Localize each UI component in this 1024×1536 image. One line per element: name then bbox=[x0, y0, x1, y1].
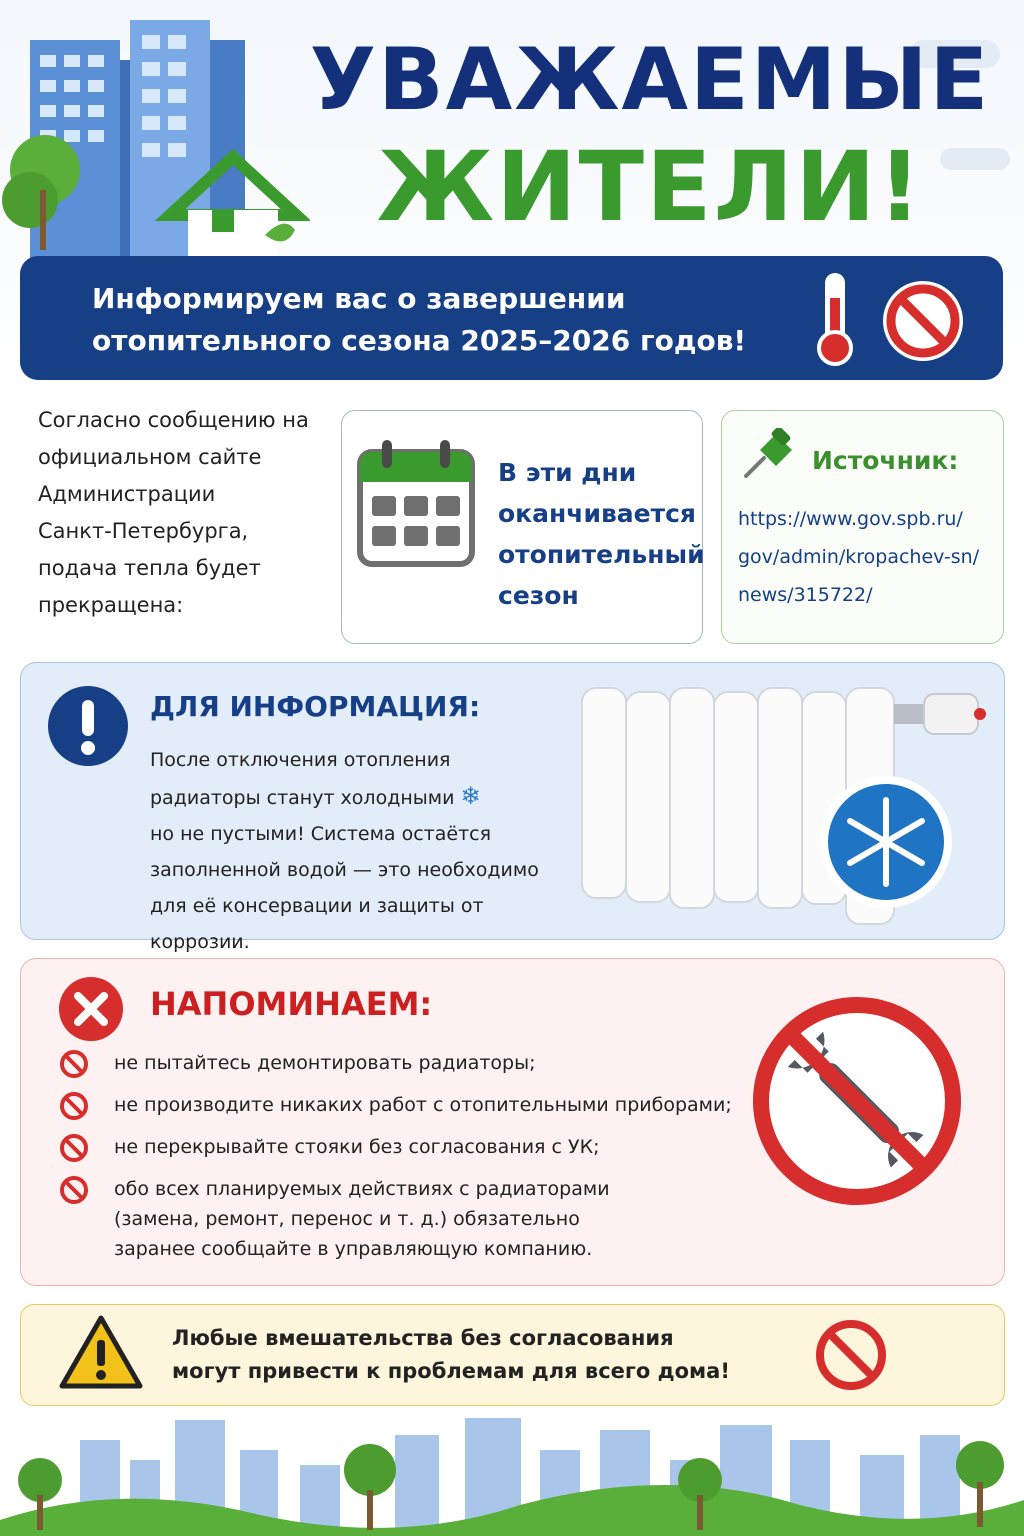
info-line: для её консервации и защиты от коррозии. bbox=[150, 895, 484, 953]
source-link-line[interactable]: news/315722/ bbox=[738, 584, 873, 606]
snowflake-icon: ❄ bbox=[460, 782, 481, 810]
prohibited-icon bbox=[58, 1090, 90, 1122]
calendar-card-line: отопительный bbox=[498, 540, 705, 569]
banner-line1: Информируем вас о завершении bbox=[92, 282, 626, 315]
calendar-card-line: оканчивается bbox=[498, 499, 696, 528]
banner-text bbox=[92, 278, 792, 362]
prohibited-icon bbox=[814, 1318, 888, 1392]
banner-line2: отопительного сезона 2025–2026 годов! bbox=[92, 324, 747, 357]
calendar-card-text bbox=[498, 452, 705, 616]
radiator-illustration bbox=[578, 682, 998, 934]
alert-line: могут привести к проблемам для всего дома! bbox=[172, 1359, 730, 1383]
source-link[interactable] bbox=[738, 500, 998, 614]
intro-line: Администрации bbox=[38, 482, 216, 506]
prohibited-icon bbox=[58, 1174, 90, 1206]
prohibited-icon bbox=[58, 1048, 90, 1080]
calendar-card-line: В эти дни bbox=[498, 458, 637, 487]
alert-text bbox=[172, 1322, 792, 1388]
info-heading: ДЛЯ ИНФОРМАЦИЯ: bbox=[150, 690, 481, 723]
reminder-item: не пытайтесь демонтировать радиаторы; bbox=[114, 1052, 536, 1074]
intro-line: Согласно сообщению на bbox=[38, 408, 309, 432]
intro-line: прекращена: bbox=[38, 593, 184, 617]
exclamation-icon bbox=[46, 684, 130, 768]
intro-line: Санкт-Петербурга, bbox=[38, 519, 249, 543]
pushpin-icon bbox=[742, 428, 798, 480]
apartment-building-illustration bbox=[0, 20, 310, 260]
intro-line: официальном сайте bbox=[38, 445, 262, 469]
info-line: радиаторы станут холодными bbox=[150, 787, 455, 809]
info-text bbox=[150, 742, 580, 960]
calendar-icon bbox=[356, 438, 476, 568]
calendar-card-line: сезон bbox=[498, 581, 579, 610]
source-label: Источник: bbox=[812, 446, 959, 475]
page-title-line1: УВАЖАЕМЫЕ bbox=[309, 30, 991, 130]
intro-line: подача тепла будет bbox=[38, 556, 261, 580]
info-line: но не пустыми! Система остаётся bbox=[150, 823, 492, 845]
source-link-line[interactable]: gov/admin/kropachev-sn/ bbox=[738, 546, 980, 568]
source-link-line[interactable]: https://www.gov.spb.ru/ bbox=[738, 508, 963, 530]
alert-line: Любые вмешательства без согласования bbox=[172, 1326, 674, 1350]
warning-icon bbox=[58, 1314, 144, 1390]
prohibited-icon bbox=[58, 1132, 90, 1164]
page-title-line2: ЖИТЕЛИ! bbox=[376, 131, 924, 243]
intro-text bbox=[38, 402, 328, 624]
reminder-heading: НАПОМИНАЕМ: bbox=[150, 985, 433, 1023]
reminder-item: обо всех планируемых действиях с радиаторами (замена, ремонт, перенос и т. д.) обязательно заранее сообщайте в управляющую компанию. bbox=[114, 1178, 610, 1260]
city-skyline-illustration bbox=[0, 1410, 1024, 1536]
no-wrench-icon bbox=[750, 994, 964, 1208]
thermometer-icon bbox=[810, 268, 860, 368]
info-line: После отключения отопления bbox=[150, 749, 451, 771]
reminder-item: не производите никаких работ с отопительными приборами; bbox=[114, 1094, 732, 1116]
info-line: заполненной водой — это необходимо bbox=[150, 859, 539, 881]
reminder-item: не перекрывайте стояки без согласования с УК; bbox=[114, 1136, 600, 1158]
close-circle-icon bbox=[56, 974, 126, 1044]
prohibited-icon bbox=[880, 278, 966, 364]
